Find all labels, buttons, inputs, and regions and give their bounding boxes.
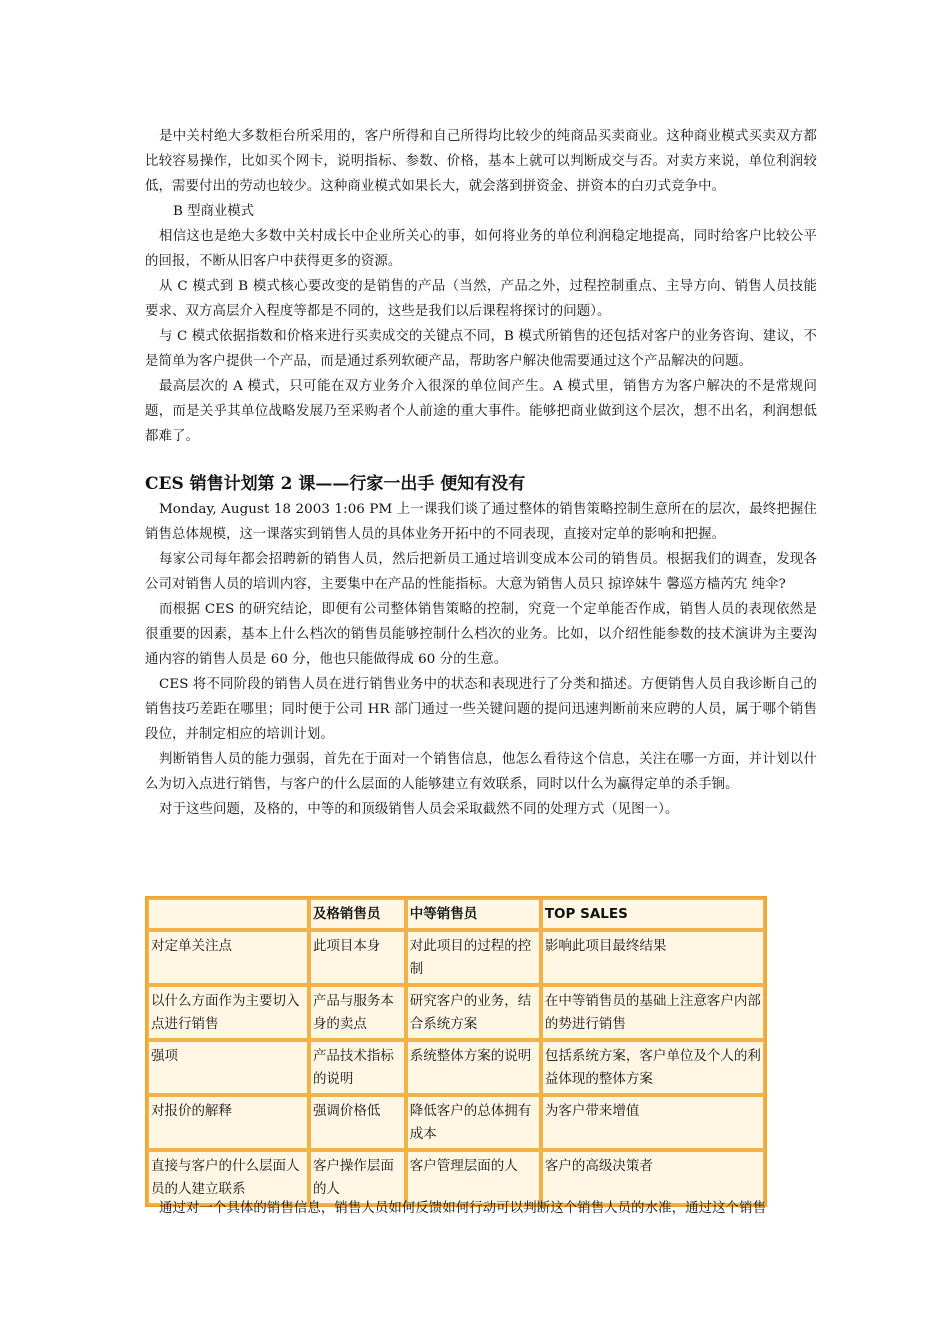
- paragraph: 与 C 模式依据指数和价格来进行买卖成交的关键点不同，B 模式所销售的还包括对客户的业务咨询、建议，不是简单为客户提供一个产品，而是通过系列软硬产品，帮助客户解决他需要通过这个产品解决的问题。: [145, 329, 817, 369]
- sales-level-table: [145, 896, 767, 1207]
- paragraph: 从 C 模式到 B 模式核心要改变的是销售的产品（当然，产品之外，过程控制重点、主导方向、销售人员技能要求、双方高层介入程度等都是不同的，这些是我们以后课程将探讨的问题）。: [145, 279, 817, 319]
- table-cell: 对定单关注点: [147, 930, 309, 985]
- table-cell: 客户的高级决策者: [541, 1150, 765, 1205]
- table-cell: 以什么方面作为主要切入点进行销售: [147, 985, 309, 1040]
- table-cell: 研究客户的业务，结合系统方案: [406, 985, 541, 1040]
- table-cell: 降低客户的总体拥有成本: [406, 1095, 541, 1150]
- table-cell: 对报价的解释: [147, 1095, 309, 1150]
- table-cell: 此项目本身: [309, 930, 406, 985]
- table-cell: 为客户带来增值: [541, 1095, 765, 1150]
- table-cell: 直接与客户的什么层面人员的人建立联系: [147, 1150, 309, 1205]
- table-row: [147, 1095, 765, 1150]
- table-cell: 产品技术指标的说明: [309, 1040, 406, 1095]
- paragraph: 相信这也是绝大多数中关村成长中企业所关心的事，如何将业务的单位利润稳定地提高，同时给客户比较公平的回报，不断从旧客户中获得更多的资源。: [145, 229, 817, 269]
- table-cell: 系统整体方案的说明: [406, 1040, 541, 1095]
- paragraph: 通过对一个具体的销售信息，销售人员如何反馈如何行动可以判断这个销售人员的水准，通过这个销售: [159, 1201, 767, 1216]
- table-row: [147, 985, 765, 1040]
- paragraph: 最高层次的 A 模式，只可能在双方业务介入很深的单位间产生。A 模式里，销售方为客户解决的不是常规问题，而是关乎其单位战略发展乃至采购者个人前途的重大事件。能够把商业做到这个层次，想不出名，利润想低都难了。: [145, 379, 817, 444]
- table-cell: 强调价格低: [309, 1095, 406, 1150]
- table-cell: 包括系统方案，客户单位及个人的利益体现的整体方案: [541, 1040, 765, 1095]
- table-header-cell: 中等销售员: [406, 898, 541, 930]
- table-cell: 在中等销售员的基础上注意客户内部的势进行销售: [541, 985, 765, 1040]
- section-subheading: B 型商业模式: [173, 204, 255, 219]
- table-header-cell: [147, 898, 309, 930]
- table-cell: 客户操作层面的人: [309, 1150, 406, 1205]
- table-header-cell: TOP SALES: [541, 898, 765, 930]
- table-header-cell: 及格销售员: [309, 898, 406, 930]
- paragraph: 而根据 CES 的研究结论，即便有公司整体销售策略的控制，究竟一个定单能否作成，销售人员的表现依然是很重要的因素，基本上什么档次的销售员能够控制什么档次的业务。比如，以介绍性能参数的技术演讲为主要沟通内容的销售人员是 60 分，他也只能做得成 60 分的生意。: [145, 602, 817, 667]
- table-cell: 产品与服务本身的卖点: [309, 985, 406, 1040]
- lesson-title: CES 销售计划第 2 课——行家一出手 便知有没有: [145, 474, 526, 494]
- table-cell: 客户管理层面的人: [406, 1150, 541, 1205]
- table-row: [147, 1040, 765, 1095]
- table-row: [147, 930, 765, 985]
- trailing-text: [145, 1196, 817, 1221]
- paragraph: 对于这些问题，及格的，中等的和顶级销售人员会采取截然不同的处理方式（见图一）。: [159, 802, 679, 817]
- table-cell: 强项: [147, 1040, 309, 1095]
- paragraph: 每家公司每年都会招聘新的销售人员，然后把新员工通过培训变成本公司的销售员。根据我们的调查，发现各公司对销售人员的培训内容，主要集中在产品的性能指标。大意为销售人员只 掠谇妹牛 馨巡方樯芮宄 纯伞?: [145, 552, 817, 592]
- table-header-row: [147, 898, 765, 930]
- paragraph: CES 将不同阶段的销售人员在进行销售业务中的状态和表现进行了分类和描述。方便销售人员自我诊断自己的销售技巧差距在哪里；同时便于公司 HR 部门通过一些关键问题的提问迅速判断前来应聘的人员，属于哪个销售段位，并制定相应的培训计划。: [145, 677, 817, 742]
- document-body: [145, 124, 817, 822]
- paragraph: 是中关村绝大多数柜台所采用的，客户所得和自己所得均比较少的纯商品买卖商业。这种商业模式买卖双方都比较容易操作，比如买个网卡，说明指标、参数、价格，基本上就可以判断成交与否。对卖方来说，单位利润较低，需要付出的劳动也较少。这种商业模式如果长大，就会落到拼资金、拼资本的白刃式竞争中。: [145, 129, 817, 194]
- paragraph: 判断销售人员的能力强弱，首先在于面对一个销售信息，他怎么看待这个信息，关注在哪一方面，并计划以什么为切入点进行销售，与客户的什么层面的人能够建立有效联系，同时以什么为赢得定单的杀手锏。: [145, 752, 817, 792]
- paragraph: Monday, August 18 2003 1:06 PM 上一课我们谈了通过整体的销售策略控制生意所在的层次，最终把握住销售总体规模，这一课落实到销售人员的具体业务开拓中的不同表现，直接对定单的影响和把握。: [145, 502, 817, 542]
- table-cell: 对此项目的过程的控制: [406, 930, 541, 985]
- table-cell: 影响此项目最终结果: [541, 930, 765, 985]
